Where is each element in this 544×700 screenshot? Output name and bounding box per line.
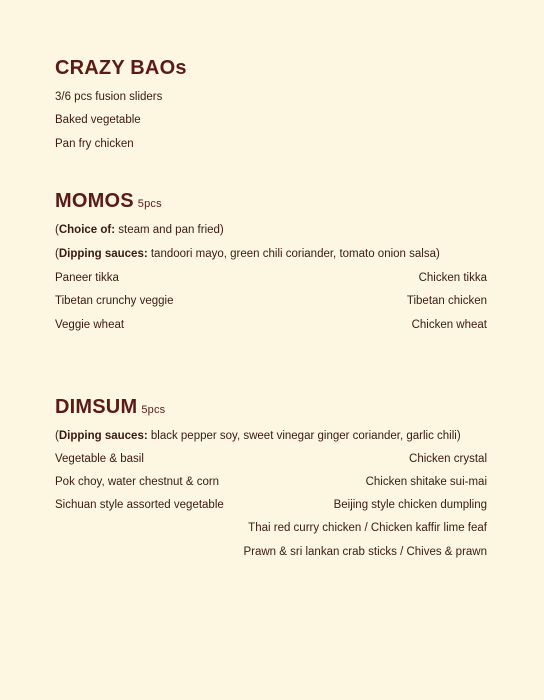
- dimsum-nonveg-item-5: Prawn & sri lankan crab sticks / Chives & prawn: [243, 546, 487, 558]
- momos-choice-label: Choice of:: [58, 224, 116, 236]
- list-item: [55, 112, 487, 128]
- list-item: [55, 544, 487, 560]
- momos-nonveg-item-3: Chicken wheat: [411, 319, 487, 331]
- list-item: [55, 293, 487, 309]
- list-item: [55, 497, 487, 513]
- dimsum-nonveg-item-3: Beijing style chicken dumpling: [333, 499, 487, 511]
- dimsum-nonveg-item-2: Chicken shitake sui-mai: [365, 476, 487, 488]
- crazy-baos-title: CRAZY BAOs: [55, 57, 187, 79]
- momos-choice-text: steam and pan fried): [115, 224, 224, 236]
- momos-choice-note: (Choice of: steam and pan fried): [55, 224, 224, 236]
- crazy-baos-item-2: Baked vegetable: [55, 114, 141, 126]
- dimsum-veg-item-2: Pok choy, water chestnut & corn: [55, 476, 220, 488]
- momos-veg-item-1: Paneer tikka: [55, 272, 119, 284]
- momos-nonveg-item-1: Chicken tikka: [418, 272, 487, 284]
- dimsum-title: DIMSUM: [55, 396, 138, 418]
- crazy-baos-item-3: Pan fry chicken: [55, 138, 134, 150]
- momos-dipping-note: (Dipping sauces: tandoori mayo, green chili coriander, tomato onion salsa): [55, 248, 440, 260]
- section-title-crazy-baos: [55, 57, 187, 80]
- list-item: [55, 474, 487, 490]
- list-item: [55, 520, 487, 536]
- dimsum-dipping-note: (Dipping sauces: black pepper soy, sweet vinegar ginger coriander, garlic chili): [55, 430, 461, 442]
- momos-qty: 5pcs: [137, 198, 162, 210]
- dimsum-nonveg-item-4: Thai red curry chicken / Chicken kaffir lime feaf: [248, 522, 487, 534]
- list-item: [55, 451, 487, 467]
- dimsum-nonveg-item-1: Chicken crystal: [409, 453, 487, 465]
- momos-title: MOMOS: [55, 190, 134, 212]
- list-item: [55, 270, 487, 286]
- dimsum-veg-item-1: Vegetable & basil: [55, 453, 144, 465]
- list-item: [55, 89, 487, 105]
- dimsum-veg-item-3: Sichuan style assorted vegetable: [55, 499, 224, 511]
- menu-page: [55, 0, 487, 700]
- dimsum-qty: 5pcs: [141, 404, 166, 416]
- momos-nonveg-item-2: Tibetan chicken: [406, 295, 487, 307]
- list-item: [55, 317, 487, 333]
- momos-veg-item-2: Tibetan crunchy veggie: [55, 295, 174, 307]
- momos-dipping-text: tandoori mayo, green chili coriander, tomato onion salsa): [147, 248, 440, 260]
- dimsum-dipping-text: black pepper soy, sweet vinegar ginger coriander, garlic chili): [147, 430, 461, 442]
- momos-veg-item-3: Veggie wheat: [55, 319, 125, 331]
- crazy-baos-item-1: 3/6 pcs fusion sliders: [55, 91, 163, 103]
- momos-dipping-label: Dipping sauces:: [58, 248, 148, 260]
- section-title-momos: [55, 190, 162, 213]
- list-item: [55, 136, 487, 152]
- section-title-dimsum: [55, 396, 165, 419]
- dimsum-dipping-label: Dipping sauces:: [58, 430, 148, 442]
